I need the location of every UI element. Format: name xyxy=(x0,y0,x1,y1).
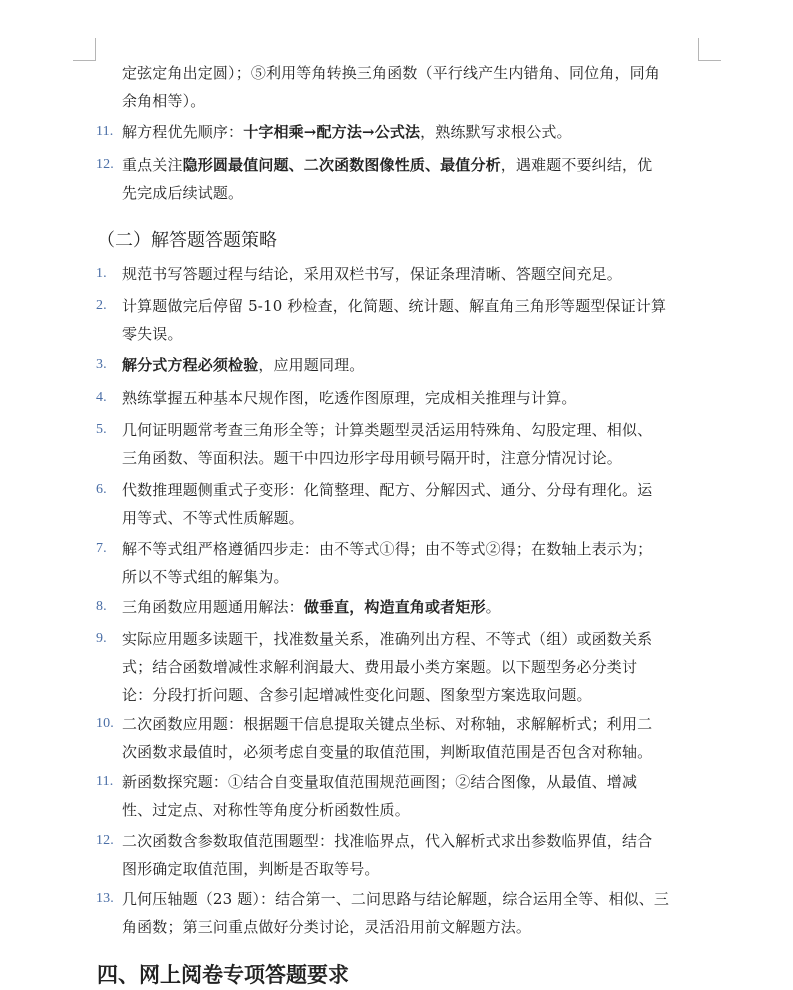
list-number: 1. xyxy=(96,266,107,281)
list-text: 计算题做完后停留 5-10 秒检查，化简题、统计题、解直角三角形等题型保证计算 xyxy=(122,297,667,315)
continuation-line: 余角相等）。 xyxy=(122,92,206,110)
list-text: 规范书写答题过程与结论，采用双栏书写，保证条理清晰、答题空间充足。 xyxy=(122,265,622,283)
list-number: 9. xyxy=(96,631,107,646)
list-text: 解分式方程必须检验，应用题同理。 xyxy=(122,356,365,374)
list-number: 3. xyxy=(96,357,107,372)
list-text: 几何证明题常考查三角形全等；计算类题型灵活运用特殊角、勾股定理、相似、 xyxy=(122,421,653,439)
list-number: 7. xyxy=(96,541,107,556)
list-text-line2: 先完成后续试题。 xyxy=(122,184,244,202)
list-text-line2: 角函数；第三问重点做好分类讨论，灵活沿用前文解题方法。 xyxy=(122,918,532,936)
list-number: 12. xyxy=(96,833,114,848)
list-text: 重点关注隐形圆最值问题、二次函数图像性质、最值分析，遇难题不要纠结，优 xyxy=(122,156,653,174)
list-number: 11. xyxy=(96,774,114,789)
list-number: 2. xyxy=(96,298,107,313)
list-number: 13. xyxy=(96,891,114,906)
list-text-line3: 论：分段打折问题、含参引起增减性变化问题、图象型方案选取问题。 xyxy=(122,686,592,704)
list-text-line2: 三角函数、等面积法。题干中四边形字母用顿号隔开时，注意分情况讨论。 xyxy=(122,449,622,467)
list-text: 实际应用题多读题干，找准数量关系，准确列出方程、不等式（组）或函数关系 xyxy=(122,630,653,648)
list-number: 5. xyxy=(96,422,107,437)
list-text: 解不等式组严格遵循四步走：由不等式①得；由不等式②得；在数轴上表示为； xyxy=(122,540,653,558)
list-number: 10. xyxy=(96,716,114,731)
list-text-line2: 式；结合函数增减性求解利润最大、费用最小类方案题。以下题型务必分类讨 xyxy=(122,658,638,676)
list-text-line2: 次函数求最值时，必须考虑自变量的取值范围，判断取值范围是否包含对称轴。 xyxy=(122,743,653,761)
list-text-line2: 所以不等式组的解集为。 xyxy=(122,568,289,586)
list-text: 解方程优先顺序：十字相乘→配方法→公式法，熟练默写求根公式。 xyxy=(122,123,572,141)
list-text: 新函数探究题：①结合自变量取值范围规范画图；②结合图像，从最值、增减 xyxy=(122,773,638,791)
list-text: 二次函数含参数取值范围题型：找准临界点，代入解析式求出参数临界值，结合 xyxy=(122,832,653,850)
list-text-line2: 用等式、不等式性质解题。 xyxy=(122,509,304,527)
list-text-line2: 零失误。 xyxy=(122,325,183,343)
crop-mark-top-right xyxy=(698,38,721,61)
crop-mark-top-left xyxy=(73,38,96,61)
list-number: 4. xyxy=(96,390,107,405)
list-number: 8. xyxy=(96,599,107,614)
section-heading: （二）解答题答题策略 xyxy=(97,230,277,251)
continuation-line: 定弦定角出定圆）；⑤利用等角转换三角函数（平行线产生内错角、同位角，同角 xyxy=(122,64,660,82)
list-text: 三角函数应用题通用解法：做垂直，构造直角或者矩形。 xyxy=(122,598,501,616)
chapter-heading: 四、网上阅卷专项答题要求 xyxy=(97,962,349,987)
list-text: 熟练掌握五种基本尺规作图，吃透作图原理，完成相关推理与计算。 xyxy=(122,389,577,407)
list-text-line2: 性、过定点、对称性等角度分析函数性质。 xyxy=(122,801,410,819)
list-text-line2: 图形确定取值范围，判断是否取等号。 xyxy=(122,860,380,878)
list-text: 二次函数应用题：根据题干信息提取关键点坐标、对称轴，求解解析式；利用二 xyxy=(122,715,653,733)
list-text: 几何压轴题（23 题）：结合第一、二问思路与结论解题，综合运用全等、相似、三 xyxy=(122,890,670,908)
list-number: 6. xyxy=(96,482,107,497)
list-number: 11. xyxy=(96,124,114,139)
list-number: 12. xyxy=(96,157,114,172)
list-text: 代数推理题侧重式子变形：化简整理、配方、分解因式、通分、分母有理化。运 xyxy=(122,481,653,499)
